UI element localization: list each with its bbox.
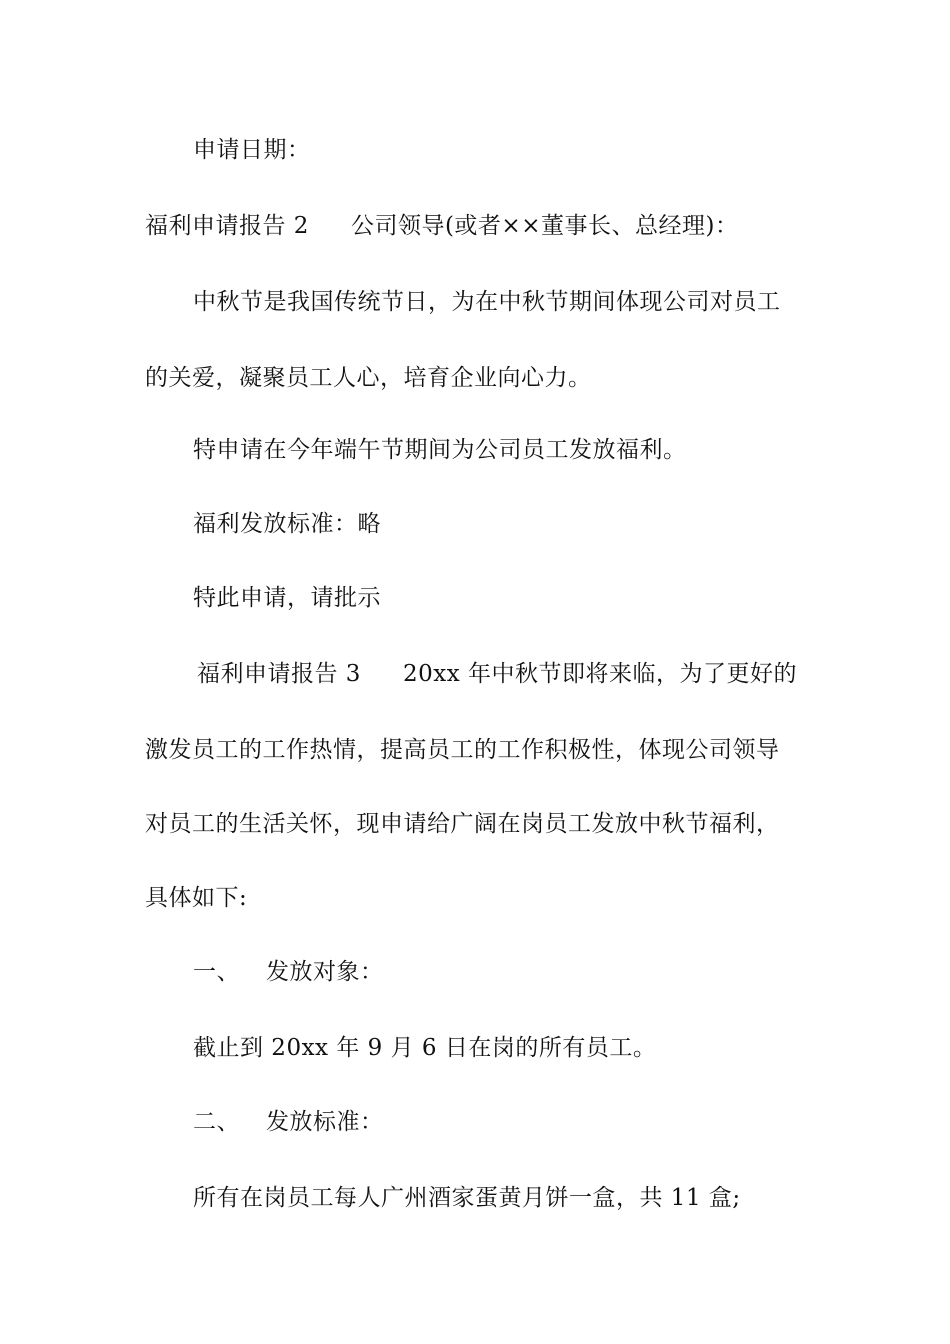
section1-number: 一、: [193, 959, 240, 985]
report3-para1-line4: 具体如下:: [145, 885, 248, 911]
report2-para2: 特申请在今年端午节期间为公司员工发放福利。: [193, 437, 687, 463]
application-date: 申请日期：: [193, 137, 311, 163]
section2-heading: [193, 1108, 384, 1136]
section1-body: 截止到 20xx 年 9 月 6 日在岗的所有员工。: [193, 1035, 657, 1061]
section2-body: 所有在岗员工每人广州酒家蛋黄月饼一盒，共 11 盒;: [193, 1185, 741, 1211]
report2-standard: 福利发放标准：略: [193, 511, 381, 537]
report3-heading-line: [197, 660, 797, 688]
report2-closing: 特此申请，请批示: [193, 585, 381, 611]
report3-title: 福利申请报告 3: [197, 661, 361, 687]
section2-title: 发放标准：: [266, 1109, 384, 1135]
report2-title: 福利申请报告 2: [145, 213, 309, 239]
report2-heading-line: [145, 212, 738, 240]
report3-para1-line1: 20xx 年中秋节即将来临，为了更好的: [402, 661, 797, 687]
report3-para1-line3: 对员工的生活关怀，现申请给广阔在岗员工发放中秋节福利，: [145, 811, 780, 837]
section1-heading: [193, 958, 384, 986]
section1-title: 发放对象：: [266, 959, 384, 985]
report2-addressee: 公司领导(或者××董事长、总经理)：: [350, 213, 739, 239]
report3-para1-line2: 激发员工的工作热情，提高员工的工作积极性，体现公司领导: [145, 737, 780, 763]
report2-para1-line2: 的关爱，凝聚员工人心，培育企业向心力。: [145, 365, 592, 391]
report2-para1-line1: 中秋节是我国传统节日，为在中秋节期间体现公司对员工: [193, 289, 781, 315]
section2-number: 二、: [193, 1109, 240, 1135]
